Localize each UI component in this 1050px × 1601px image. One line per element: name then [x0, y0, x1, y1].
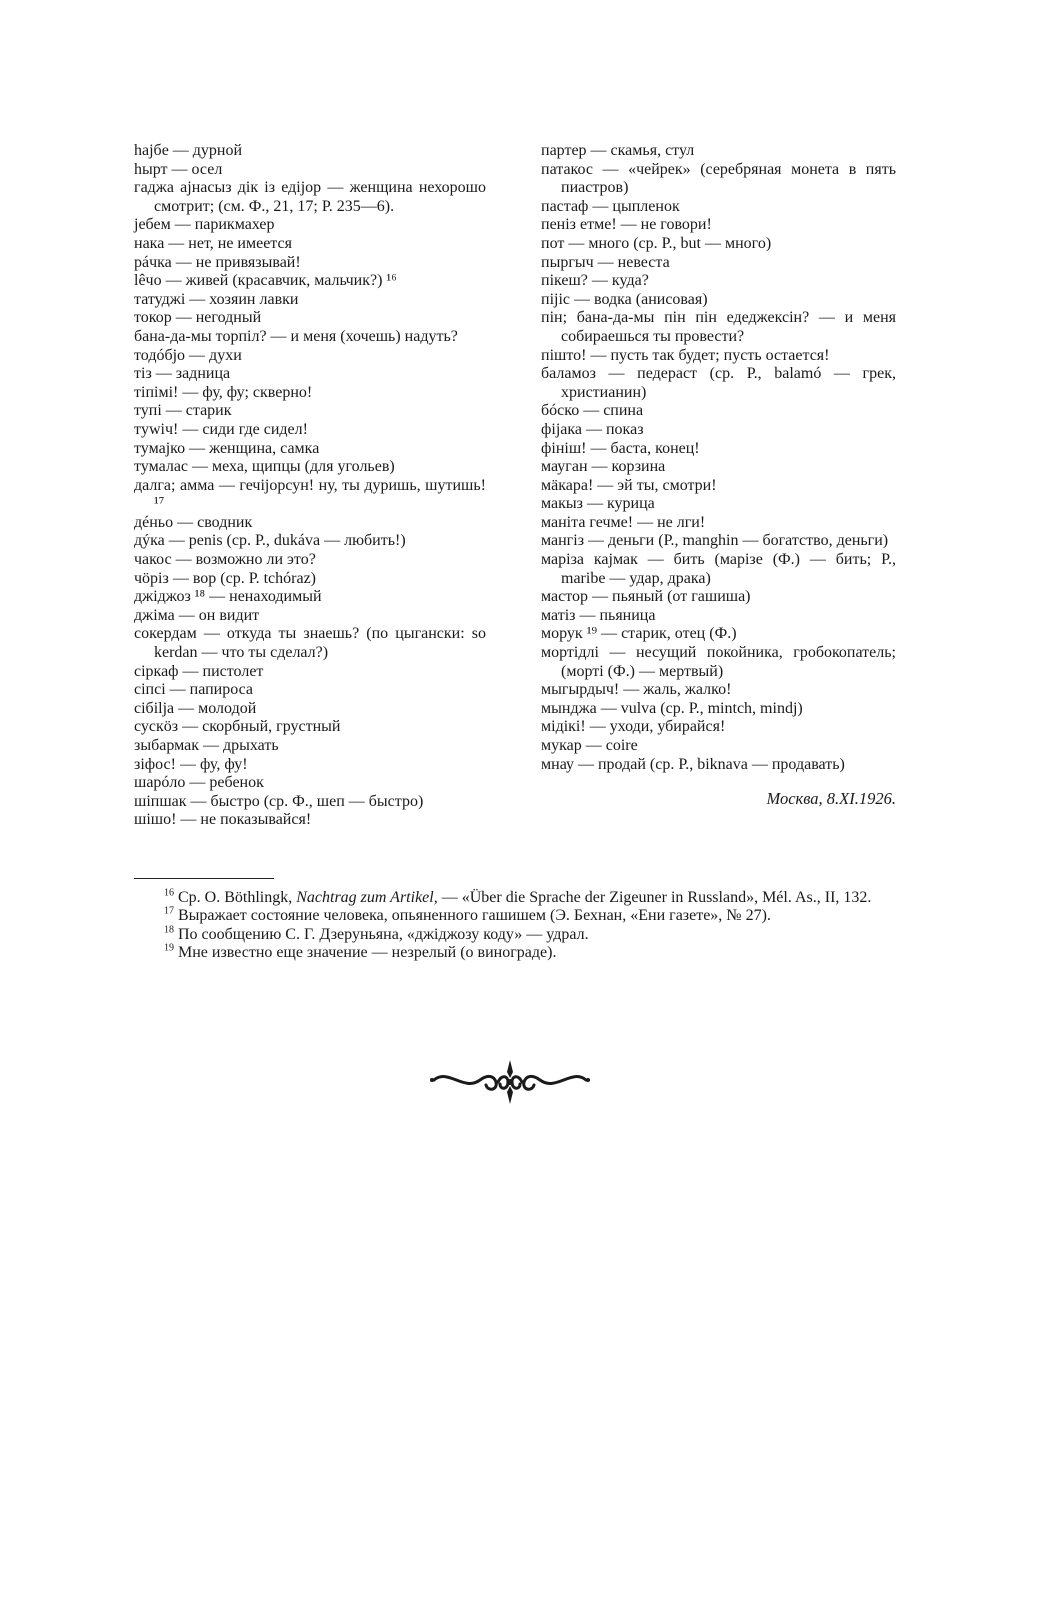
dictionary-entry: тумаjко — женщина, самка — [134, 439, 320, 457]
dictionary-entry: мортiдлi — несущий покойника, гробокопатель; (мортi (Ф.) — мертвый) — [541, 644, 896, 680]
dictionary-entry: шiпшак — быстро (ср. Ф., шеп — быстро) — [134, 792, 424, 810]
dictionary-entry: далга; амма — гечiјорсун! ну, ты дуришь, шутишь! ¹⁷ — [134, 476, 486, 513]
dictionary-entry: патакос — «чейрек» (серебряная монета в пять пиастров) — [541, 160, 896, 197]
footnote-text: — «Über die Sprache der Zigeuner in Russland», Mél. As., II, 132. — [437, 889, 872, 906]
footnote-mark: 16 — [164, 887, 174, 899]
footnote-rule — [134, 878, 274, 879]
dictionary-entry: джiма — он видит — [134, 606, 260, 624]
dictionary-entry: татуджi — хозяин лавки — [134, 290, 299, 308]
dictionary-entry: тодóбjо — духи — [134, 346, 242, 364]
footnote-mark: 18 — [164, 924, 174, 936]
footnote-mark: 19 — [164, 942, 174, 954]
dictionary-entry: чакос — возможно ли это? — [134, 551, 316, 569]
dictionary-entry: hырт — осел — [134, 160, 223, 178]
dictionary-entry: сокердам — откуда ты знаешь? (по цыгански: so kerdan — что ты сделал?) — [134, 625, 486, 662]
dictionary-entry: морук ¹⁹ — старик, отец (Ф.) — [541, 625, 737, 643]
dictionary-entry: шiшо! — не показывайся! — [134, 811, 312, 829]
footnote-18 — [134, 926, 896, 944]
dictionary-entry: сускӧз — скорбный, грустный — [134, 718, 341, 736]
dictionary-entry: мнау — продай (ср. Р., biknava — продавать) — [541, 755, 845, 773]
footnote-text: Ср. O. Böthlingk, — [178, 889, 297, 906]
dictionary-entry: lêчо — живей (красавчик, мальчик?) ¹⁶ — [134, 272, 397, 290]
footnotes — [134, 889, 896, 963]
dictionary-entry: пыргыч — невеста — [541, 253, 670, 271]
dictionary-entry: зiфос! — фу, фу! — [134, 755, 248, 773]
dictionary-entry: мӓкара! — эй ты, смотри! — [541, 476, 717, 494]
dictionary-entry: пiн; бана-да-мы пiн пiн едеджексiн? — и меня собираешься ты провести? — [541, 309, 896, 345]
dictionary-entry: тiпiмi! — фу, фу; скверно! — [134, 383, 313, 401]
dictionary-entry: шарóло — ребенок — [134, 774, 264, 792]
dictionary-entry: баламоз — педераст (ср. Р., balamó — грек, христианин) — [541, 365, 896, 401]
footnote-16 — [134, 889, 896, 907]
dictionary-entry: hajбe — дурной — [134, 142, 243, 159]
right-column — [541, 142, 896, 809]
dictionary-entry: пiкеш? — куда? — [541, 272, 649, 290]
dictionary-entry: нака — нет, не имеется — [134, 234, 292, 252]
dictionary-entry: jебем — парикмахер — [134, 216, 275, 234]
footnote-19 — [134, 944, 896, 962]
dictionary-entry: чöрiз — вор (ср. Р. tchóraz) — [134, 569, 316, 587]
footnote-text: Мне известно еще значение — незрелый (о винограде). — [178, 944, 557, 962]
dictionary-entry: джiджоз ¹⁸ — ненаходимый — [134, 588, 322, 606]
dictionary-entry: матiз — пьяница — [541, 606, 656, 624]
dictionary-entry: мукар — coire — [541, 737, 638, 754]
dictionary-entry: мiдiкi! — уходи, убирайся! — [541, 718, 726, 736]
dictionary-entry: пiшто! — пусть так будет; пусть остается! — [541, 346, 830, 364]
footnote-text: По сообщению С. Г. Дзеруньяна, «джiджозу коду» — удрал. — [178, 925, 589, 943]
dictionary-entry: бана-да-мы торпiл? — и меня (хочешь) надуть? — [134, 327, 458, 345]
dictionary-entry: мыгырдыч! — жаль, жалко! — [541, 681, 732, 699]
dictionary-entry: тywiч! — сиди где сидел! — [134, 420, 308, 438]
dictionary-entry: мастор — пьяный (от гашиша) — [541, 588, 751, 606]
dictionary-entry: фiјака — показ — [541, 420, 644, 438]
dictionary-entry: марiза каjмак — бить (марiзе (Ф.) — бить; Р., maribe — удар, драка) — [541, 551, 896, 587]
signoff-place-date: Москва, 8.XI.1926. — [766, 789, 896, 809]
left-column — [134, 142, 486, 830]
dictionary-entry: мангiз — деньги (Р., manghin — богатство, деньги) — [541, 532, 889, 550]
dictionary-entry: пijiс — водка (анисовая) — [541, 290, 708, 308]
footnote-mark: 17 — [164, 906, 174, 918]
dictionary-entry: рáчка — не привязывай! — [134, 253, 301, 271]
dictionary-entry: пенiз етме! — не говори! — [541, 216, 712, 234]
dictionary-entry: сiркаф — пистолет — [134, 662, 264, 680]
dictionary-entry: тумалас — меха, щипцы (для угольев) — [134, 458, 395, 476]
dictionary-entry: пот — много (ср. Р., but — много) — [541, 234, 772, 252]
dictionary-entry: манiта гечме! — не лги! — [541, 513, 706, 531]
dictionary-entry: фiнiш! — баста, конец! — [541, 439, 700, 457]
dictionary-entry: мынджа — vulva (ср. Р., mintch, mindj) — [541, 699, 803, 717]
ornament-icon — [428, 1052, 592, 1112]
dictionary-entry: сiпсi — папироса — [134, 681, 254, 699]
dictionary-entry: дýка — penis (ср. Р., dukáva — любить!) — [134, 532, 406, 550]
footnote-text: Выражает состояние человека, опьяненного гашишем (Э. Бехнан, «Ени газете», № 27). — [178, 907, 771, 925]
right-entries — [541, 142, 896, 774]
dictionary-entry: сiбilja — молодой — [134, 699, 257, 717]
dictionary-entry: партер — скамья, стул — [541, 142, 695, 159]
dictionary-entry: тупi — старик — [134, 402, 232, 420]
dictionary-entry: гаджа ajнасыз дiк iз едiјор — женщина нехорошо смотрит; (см. Ф., 21, 17; Р. 235—6). — [134, 179, 486, 215]
dictionary-entry: тiз — задница — [134, 365, 231, 383]
footnote-text: Nachtrag zum Artikel, — [296, 889, 438, 906]
dictionary-entry: бóско — спина — [541, 402, 644, 420]
dictionary-entry: зыбармак — дрыхать — [134, 737, 279, 754]
dictionary-entry: макыз — курица — [541, 495, 655, 513]
dictionary-entry: дéньо — сводник — [134, 513, 253, 531]
dictionary-entry: токор — негодный — [134, 309, 262, 327]
dictionary-entry: мауган — корзина — [541, 458, 666, 476]
dictionary-entry: пастаф — цыпленок — [541, 197, 680, 215]
footnote-17 — [134, 907, 896, 925]
